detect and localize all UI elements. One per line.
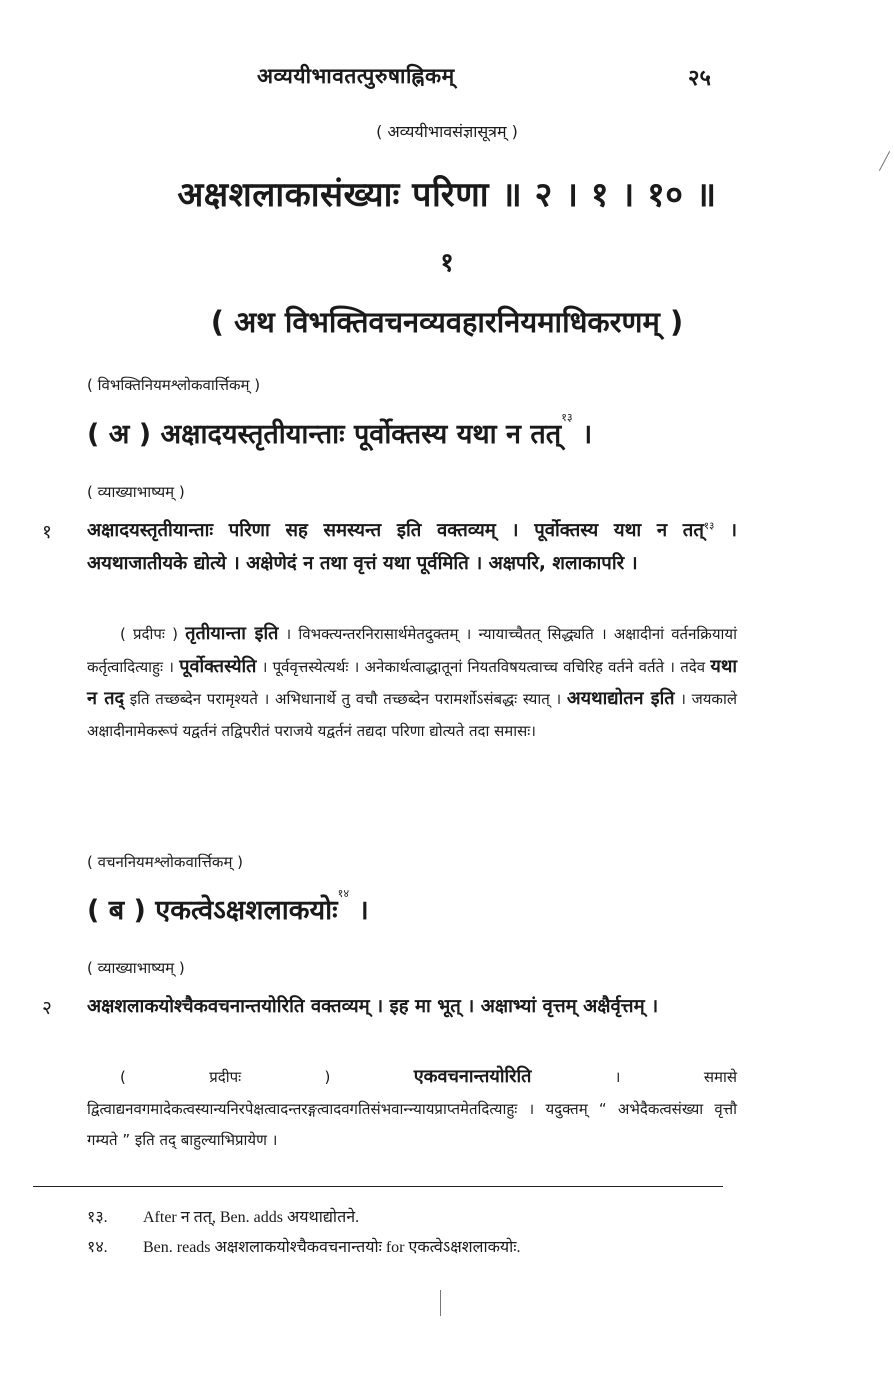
- footnote-text: After न तत्, Ben. adds अयथाद्योतने.: [143, 1209, 360, 1226]
- bhashya-paragraph-1: [87, 514, 737, 580]
- pratika: पूर्वोक्तस्येति: [179, 655, 257, 677]
- vibhakti-varttika-label: ( विभक्तिनियमश्लोकवार्त्तिकम् ): [87, 376, 261, 394]
- varttika-b-text: ( ब ) एकत्वेऽक्षशलाकयोः: [87, 895, 338, 926]
- running-head: [0, 62, 894, 96]
- pratika: एकवचनान्तयोरिति: [413, 1066, 532, 1087]
- footnote-text: Ben. reads अक्षशलाकयोश्चैकवचनान्तयोः for एकत्वेऽक्षशलाकयोः.: [143, 1239, 521, 1256]
- bhashya-1-text-cont: । अयथाजातीयके द्योत्ये । अक्षेणेदं न तथा वृत्तं यथा पूर्वमिति । अक्षपरि, शलाकापरि ।: [87, 520, 737, 574]
- bhashya-footnote-ref-13: १३: [703, 521, 715, 532]
- scan-mark: [440, 1290, 441, 1316]
- scan-mark: [879, 151, 890, 171]
- varttika-b-danda: ।: [349, 895, 369, 926]
- pradipa-text: । पूर्ववृत्तस्येत्यर्थः । अनेकार्थत्वाद्धातूनां नियतविषयत्वाच्च वचिरिह वर्तने वर्तते । तदेव: [256, 657, 706, 676]
- pratika: यथा न तद्: [87, 655, 737, 709]
- footnote-ref-14: १४: [337, 887, 350, 900]
- sutra-heading: अक्षशलाकासंख्याः परिणा ॥ २ । १ । १० ॥: [177, 175, 717, 215]
- footnote-number: १४.: [87, 1239, 108, 1256]
- pratika: अयथाद्योतन इति: [566, 688, 675, 709]
- paragraph-number-2: २: [42, 997, 52, 1019]
- footnote-divider: [33, 1186, 723, 1187]
- bhashya-1-text: अक्षादयस्तृतीयान्ताः परिणा सह समस्यन्त इति वक्तव्यम् । पूर्वोक्तस्य यथा न तत्: [87, 520, 704, 541]
- pradipa-text: । जयकाले अक्षादीनामेकरूपं यद्वर्तनं तद्विपरीतं पराजये यद्वर्तनं तद्यदा परिणा द्योत्यते तदा समासः।: [87, 690, 737, 740]
- pradipa-label: ( प्रदीपः ): [120, 1068, 331, 1086]
- section-number: १: [440, 248, 454, 278]
- footnote-14: [87, 1235, 521, 1257]
- vachana-varttika-label: ( वचननियमश्लोकवार्त्तिकम् ): [87, 853, 244, 871]
- varttika-a-danda: ।: [572, 419, 593, 450]
- pratika: तृतीयान्ता इति: [185, 623, 279, 644]
- pradipa-commentary-b: [87, 1061, 737, 1157]
- footnote-13: [87, 1205, 359, 1227]
- footnote-ref-13: १३: [561, 411, 573, 424]
- pradipa-text: इति तच्छब्देन परामृश्यते । अभिधानार्थे तु वचौ तच्छब्देन परामर्शोऽसंबद्धः स्यात् ।: [124, 690, 562, 708]
- sutra-label: ( अव्ययीभावसंज्ञासूत्रम् ): [376, 122, 518, 141]
- varttika-a-text: ( अ ) अक्षादयस्तृतीयान्ताः पूर्वोक्तस्य यथा न तत्: [87, 419, 562, 450]
- bhashya-label-b: ( व्याख्याभाष्यम् ): [87, 959, 185, 977]
- running-title: अव्ययीभावतत्पुरुषाह्निकम्: [257, 64, 455, 88]
- pradipa-commentary-a: [87, 618, 737, 747]
- varttika-a: [87, 411, 593, 451]
- varttika-b: [87, 887, 369, 927]
- pradipa-text: । विभक्त्यन्तरनिरासार्थमेतदुक्तम् । न्यायाच्चैतत् सिद्ध्यति । अक्षादीनां वर्तनक्रियायां कर्तृत्वादित्याहुः ।: [87, 625, 737, 676]
- page-number: २५: [688, 66, 711, 91]
- bhashya-paragraph-2: अक्षशलाकयोश्चैकवचनान्तयोरिति वक्तव्यम् । इह मा भूत् । अक्षाभ्यां वृत्तम् अक्षैर्वृत्तम् ।: [87, 996, 659, 1017]
- bhashya-label-a: ( व्याख्याभाष्यम् ): [87, 483, 185, 501]
- pradipa-text: । समासे द्वित्वाद्यनवगमादेकत्वस्यान्यनिरपेक्षत्वादन्तरङ्गत्वादवगतिसंभवान्न्यायप्राप्तमेतदित्याहुः । यदुक्तम् “ अभेदैकत्वसंख्या वृत्तौ गम्यते ” इति तद् बाहुल्याभिप्रायेण ।: [87, 1068, 737, 1149]
- footnote-number: १३.: [87, 1209, 108, 1226]
- paragraph-number-1: १: [42, 521, 52, 543]
- pradipa-label: ( प्रदीपः ): [120, 625, 178, 643]
- adhikarana-heading: ( अथ विभक्तिवचनव्यवहारनियमाधिकरणम् ): [210, 305, 684, 339]
